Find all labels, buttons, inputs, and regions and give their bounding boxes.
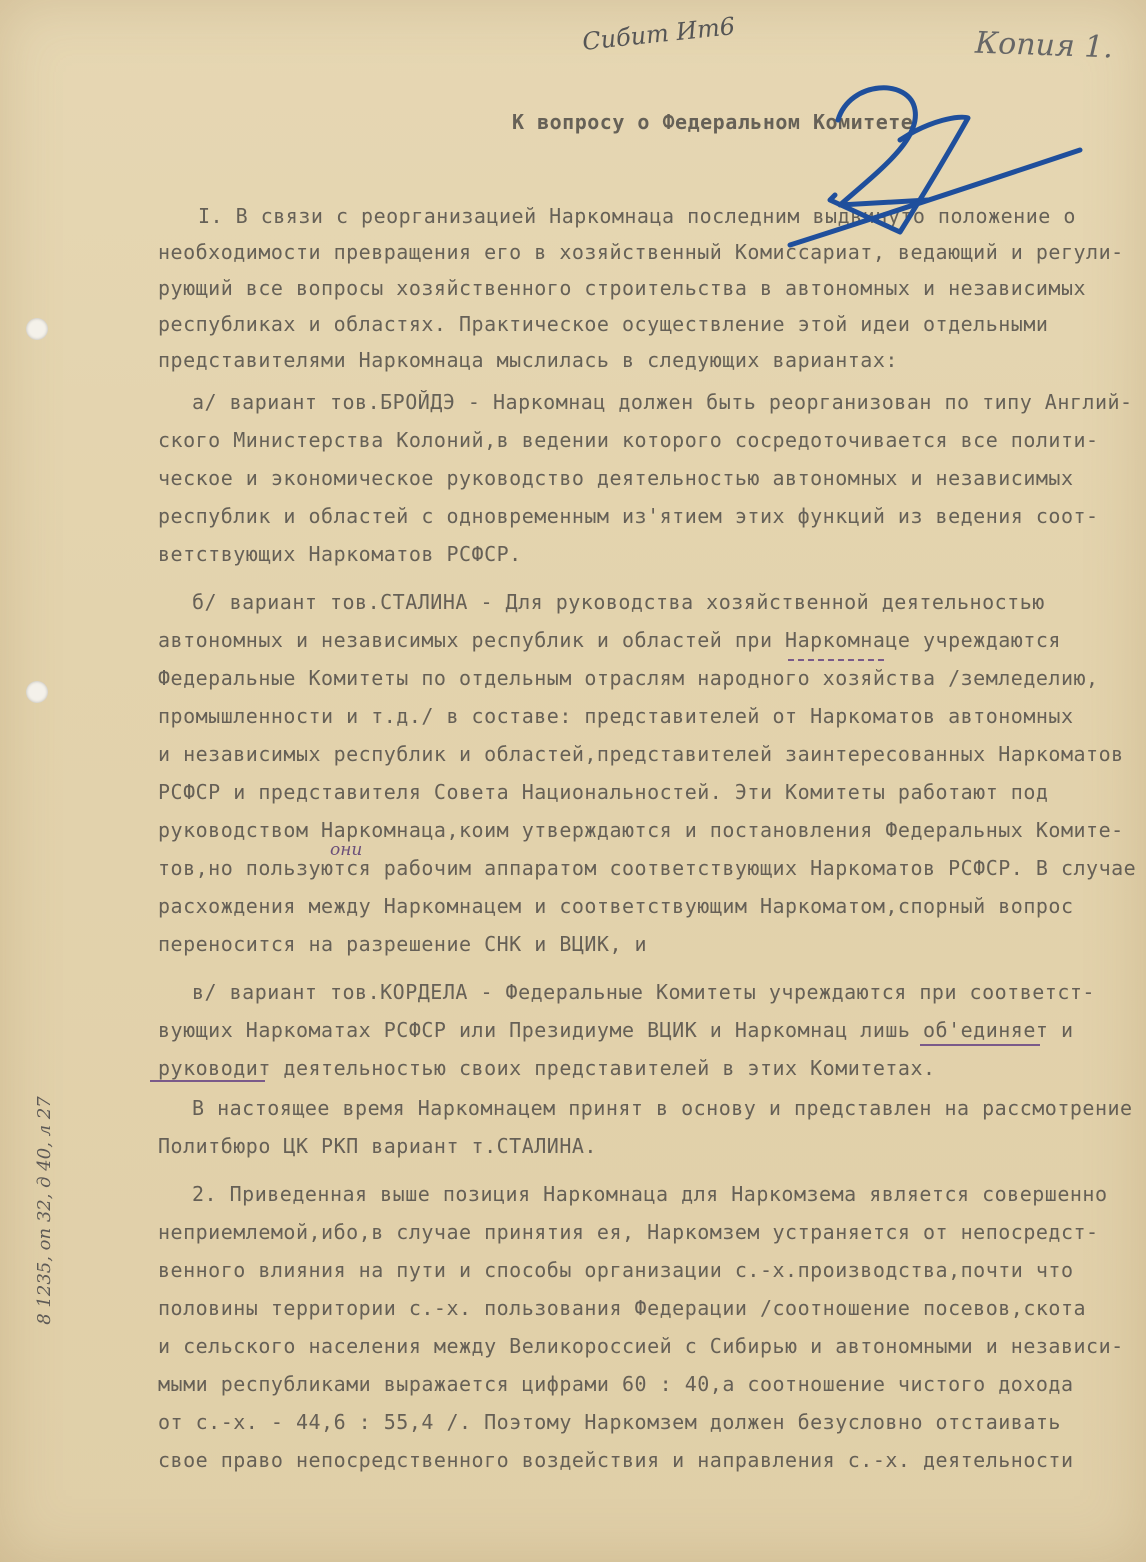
text-line: 2. Приведенная выше позиция Наркомнаца для Наркомзема является совершенно [192, 1182, 1108, 1206]
text-line: руководит деятельностью своих представителей в этих Комитетах. [158, 1056, 936, 1080]
text-line: I. В связи с реорганизацией Наркомнаца последним выдвинуто положение о [198, 204, 1076, 228]
interlinear-note: они [330, 840, 363, 860]
text-line: мыми республиками выражается цифрами 60 : 40,а соотношение чистого дохода [158, 1372, 1074, 1396]
ink-digit-2 [838, 88, 928, 205]
text-line: тов,но пользуются рабочим аппаратом соответствующих Наркоматов РСФСР. В случае [158, 856, 1137, 880]
text-line: Федеральные Комитеты по отдельным отраслям народного хозяйства /земледелию, [158, 666, 1099, 690]
text-line: представителями Наркомнаца мыслилась в следующих вариантах: [158, 348, 898, 372]
text-line: ветствующих Наркоматов РСФСР. [158, 542, 522, 566]
text-line: необходимости превращения его в хозяйственный Комиссариат, ведающий и регули- [158, 240, 1124, 264]
text-line: переносится на разрешение СНК и ВЦИК, и [158, 932, 648, 956]
ink-digit-7 [830, 117, 968, 232]
text-line: б/ вариант тов.СТАЛИНА - Для руководства хозяйственной деятельностью [192, 590, 1045, 614]
text-line: венного влияния на пути и способы организации с.-х.производства,почти что [158, 1258, 1074, 1282]
text-line: рующий все вопросы хозяйственного строительства в автономных и независимых [158, 276, 1087, 300]
archive-reference: 8 1235, оп 32, д 40, л 27 [33, 1096, 55, 1325]
text-line: руководством Наркомнаца,коим утверждаются и постановления Федеральных Комите- [158, 818, 1124, 842]
top-signature: Сибит Ит6 [580, 12, 737, 56]
text-line: промышленности и т.д./ в составе: представителей от Наркоматов автономных [158, 704, 1074, 728]
text-line: Политбюро ЦК РКП вариант т.СТАЛИНА. [158, 1134, 597, 1158]
text-line: В настоящее время Наркомнацем принят в основу и представлен на рассмотрение [192, 1096, 1133, 1120]
text-line: автономных и независимых республик и областей при Наркомнаце учреждаются [158, 628, 1061, 652]
text-line: в/ вариант тов.КОРДЕЛА - Федеральные Комитеты учреждаются при соответст- [192, 980, 1095, 1004]
text-line: свое право непосредственного воздействия и направления с.-х. деятельности [158, 1448, 1074, 1472]
text-line: республиках и областях. Практическое осуществление этой идеи отдельными [158, 312, 1049, 336]
copy-note: Копия 1. [974, 25, 1114, 66]
document-heading: К вопросу о Федеральном Комитете [512, 110, 914, 134]
text-line: РСФСР и представителя Совета Национальностей. Эти Комитеты работают под [158, 780, 1049, 804]
text-line: половины территории с.-х. пользования Федерации /соотношение посевов,скота [158, 1296, 1087, 1320]
text-line: от с.-х. - 44,6 : 55,4 /. Поэтому Наркомзем должен безусловно отстаивать [158, 1410, 1061, 1434]
text-line: неприемлемой,ибо,в случае принятия ея, Наркомзем устраняется от непосредст- [158, 1220, 1099, 1244]
text-line: и сельского населения между Великороссией с Сибирью и автономными и независи- [158, 1334, 1124, 1358]
text-line: ческое и экономическое руководство деятельностью автономных и независимых [158, 466, 1074, 490]
text-line: а/ вариант тов.БРОЙДЭ - Наркомнац должен быть реорганизован по типу Англий- [192, 390, 1133, 414]
text-line: и независимых республик и областей,представителей заинтересованных Наркоматов [158, 742, 1124, 766]
text-line: вующих Наркоматах РСФСР или Президиуме ВЦИК и Наркомнац лишь об'единяет и [158, 1018, 1074, 1042]
text-line: ского Министерства Колоний,в ведении которого сосредоточивается все полити- [158, 428, 1099, 452]
text-line: республик и областей с одновременным из'ятием этих функций из ведения соот- [158, 504, 1099, 528]
text-line: расхождения между Наркомнацем и соответствующим Наркоматом,спорный вопрос [158, 894, 1074, 918]
